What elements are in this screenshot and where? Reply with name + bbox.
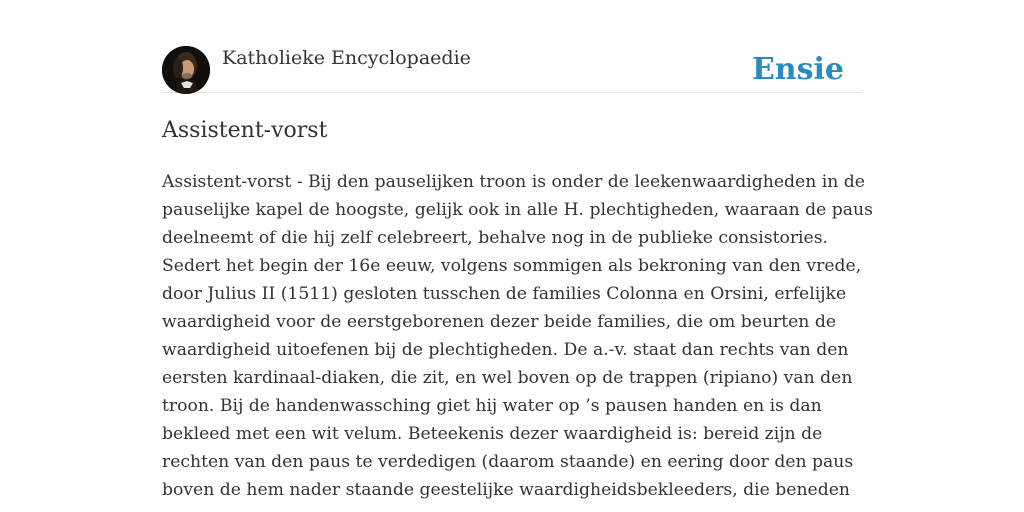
article-line: door Julius II (1511) gesloten tusschen de families Colonna en Orsini, erfelijke	[162, 284, 847, 304]
article-line: pauselijke kapel de hoogste, gelijk ook in alle H. plechtigheden, waaraan de paus	[162, 200, 873, 220]
article-line: Assistent-vorst - Bij den pauselijken troon is onder de leekenwaardigheden in de	[162, 172, 865, 192]
portrait-svg	[162, 46, 210, 94]
article-line: eersten kardinaal-diaken, die zit, en wel boven op de trappen (ripiano) van den	[162, 368, 853, 388]
article-line: troon. Bij de handenwassching giet hij water op ’s pausen handen en is dan	[162, 396, 822, 416]
article-title: Assistent-vorst	[162, 118, 328, 143]
article-line: boven de hem nader staande geestelijke waardigheidsbekleeders, die beneden	[162, 480, 850, 500]
article-line: deelneemt of die hij zelf celebreert, behalve nog in de publieke consistories.	[162, 228, 828, 248]
article-line: rechten van den paus te verdedigen (daarom staande) en eering door den paus	[162, 452, 854, 472]
header	[162, 46, 862, 93]
portrait-avatar-icon[interactable]	[162, 46, 210, 94]
ensie-logo[interactable]: Ensie	[751, 52, 844, 87]
article-line: waardigheid uitoefenen bij de plechtigheden. De a.-v. staat dan rechts van den	[162, 340, 849, 360]
article-body	[162, 168, 873, 504]
source-name-link[interactable]: Katholieke Encyclopaedie	[222, 47, 471, 69]
article-line: waardigheid voor de eerstgeborenen dezer beide families, die om beurten de	[162, 312, 837, 332]
article-line: Sedert het begin der 16e eeuw, volgens sommigen als bekroning van den vrede,	[162, 256, 862, 276]
article-line: bekleed met een wit velum. Beteekenis dezer waardigheid is: bereid zijn de	[162, 424, 823, 444]
